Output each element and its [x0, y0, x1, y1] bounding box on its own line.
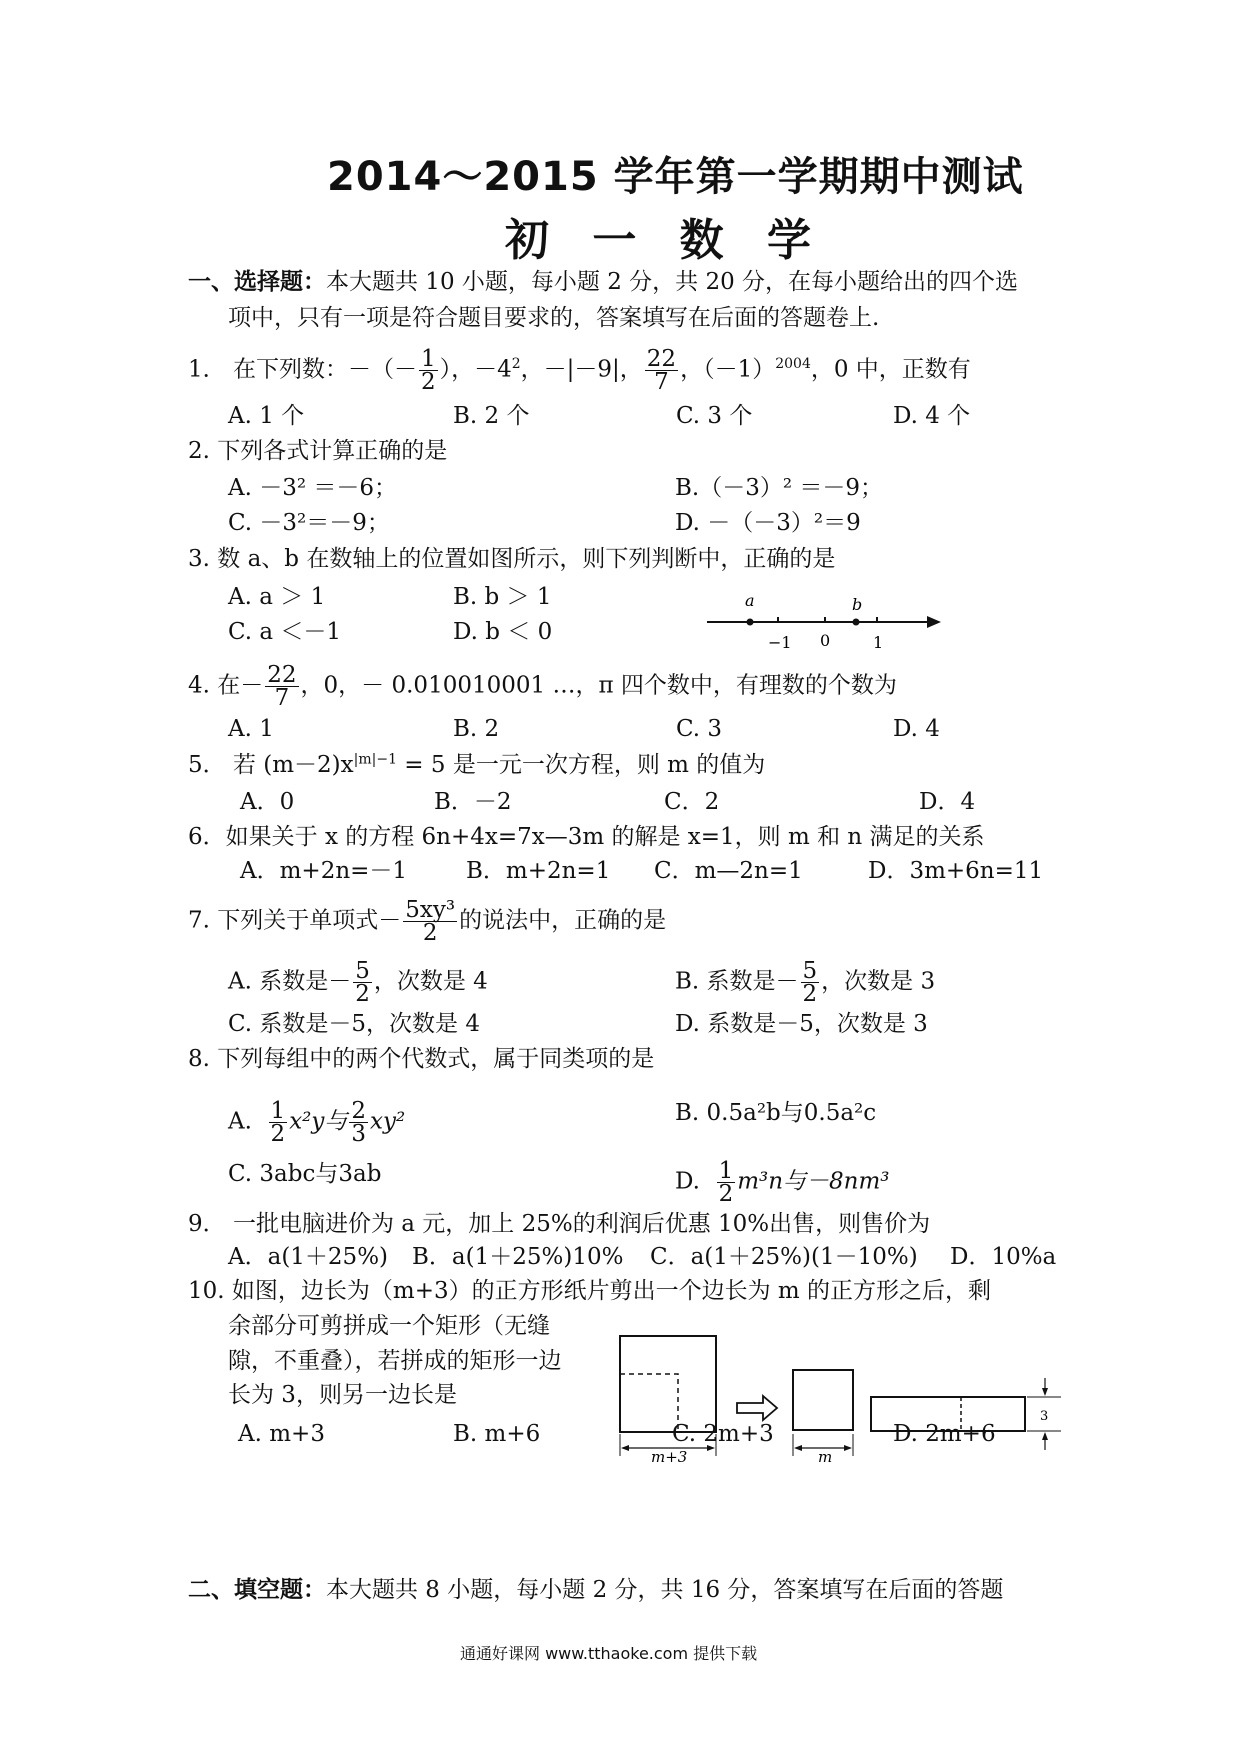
- big-square: [620, 1336, 716, 1432]
- question-3-option-c: C. a ＜－1: [228, 619, 342, 645]
- small-square: [793, 1370, 853, 1430]
- question-8-option-c: C. 3abc与3ab: [228, 1161, 382, 1187]
- fraction: $\frac{5}{2}$: [802, 958, 818, 1007]
- tick-label-0: 0: [820, 631, 831, 650]
- question-8-option-d: D. $\frac{1}{2}$ m³n与－8nm³: [675, 1158, 890, 1207]
- question-9-stem: 9． 一批电脑进价为 a 元，加上 25%的利润后优惠 10%出售，则售价为: [188, 1211, 931, 1237]
- question-6-option-c: C．m—2n=1: [654, 858, 803, 884]
- question-2-option-a: A. －3² ＝－6；: [228, 475, 398, 501]
- question-4-option-d: D. 4: [893, 716, 940, 742]
- question-10-line4: 长为 3，则另一边长是: [228, 1382, 457, 1408]
- question-5-option-d: D．4: [919, 789, 976, 815]
- question-10-option-b: B. m+6: [453, 1421, 541, 1447]
- question-6-option-a: A．m+2n=－1: [240, 858, 408, 884]
- question-5-option-b: B．－2: [434, 789, 512, 815]
- fraction: $\frac{22}{7}$: [646, 346, 677, 395]
- question-10-option-c: C. 2m+3: [672, 1421, 774, 1447]
- number-line-arrow: [927, 616, 941, 628]
- cut-line: [620, 1374, 678, 1432]
- question-4-option-a: A. 1: [228, 716, 274, 742]
- fraction: $\frac{1}{2}$: [718, 1158, 734, 1207]
- question-4-option-c: C. 3: [676, 716, 723, 742]
- question-1-option-d: D. 4 个: [893, 403, 971, 429]
- question-2-option-d: D. －（－3）²＝9: [675, 510, 861, 536]
- fraction: $\frac{\text{5xy³}}{2}$: [405, 897, 456, 946]
- question-7-option-a: A. 系数是－ $\frac{5}{2}$ ，次数是 4: [228, 958, 488, 1007]
- question-9-option-a: A．a(1＋25%): [228, 1244, 389, 1270]
- section2-intro: 二、填空题：本大题共 8 小题，每小题 2 分，共 16 分，答案填写在后面的答题: [188, 1576, 1004, 1603]
- question-6-option-b: B．m+2n=1: [466, 858, 611, 884]
- question-1-option-a: A. 1 个: [228, 403, 305, 429]
- section1-heading: 一、选择题：: [188, 268, 326, 295]
- page-title: 2014～2015 学年第一学期期中测试: [327, 154, 1024, 200]
- section1-intro-line1: 一、选择题：本大题共 10 小题，每小题 2 分，共 20 分，在每小题给出的四个选: [188, 268, 1019, 295]
- question-3-option-a: A. a ＞ 1: [228, 584, 326, 610]
- question-7-stem: 7. 下列关于单项式－ $\frac{\text{5xy³}}{2}$ 的说法中，正确的是: [188, 897, 667, 946]
- question-4-option-b: B. 2: [453, 716, 500, 742]
- question-9-option-d: D．10%a: [950, 1244, 1057, 1270]
- question-1-option-c: C. 3 个: [676, 403, 753, 429]
- footer-text: 通通好课网 www.tthaoke.com 提供下载: [460, 1644, 758, 1663]
- fraction: $\frac{22}{7}$: [267, 662, 297, 711]
- question-6-stem: 6．如果关于 x 的方程 6n+4x=7x—3m 的解是 x=1，则 m 和 n 满足的关系: [188, 824, 985, 850]
- label-b: b: [852, 595, 863, 614]
- question-4-stem: 4. 在－ $\frac{22}{7}$ ，0，－ 0.010010001 …，π 四个数中，有理数的个数为: [188, 662, 897, 711]
- fraction: $\frac{1}{2}$: [270, 1098, 286, 1147]
- question-3-option-b: B. b ＞ 1: [453, 584, 552, 610]
- question-10-option-a: A. m+3: [238, 1421, 325, 1447]
- number-line-figure: [705, 590, 945, 660]
- question-5-option-a: A．0: [240, 789, 295, 815]
- question-2-option-c: C. －3²＝－9；: [228, 510, 390, 536]
- question-7-option-d: D. 系数是－5，次数是 3: [675, 1011, 928, 1037]
- label-3: 3: [1040, 1409, 1049, 1424]
- label-m: m: [818, 1448, 833, 1466]
- question-8-stem: 8. 下列每组中的两个代数式，属于同类项的是: [188, 1046, 655, 1072]
- section1-intro-line2: 项中，只有一项是符合题目要求的，答案填写在后面的答题卷上.: [228, 305, 880, 331]
- question-5-option-c: C．2: [664, 789, 720, 815]
- tick-label-minus1: −1: [768, 633, 792, 652]
- section2-heading: 二、填空题：: [188, 1576, 326, 1603]
- question-10-line1: 10. 如图，边长为（m+3）的正方形纸片剪出一个边长为 m 的正方形之后，剩: [188, 1278, 992, 1304]
- question-9-option-c: C．a(1＋25%)(1－10%): [650, 1244, 918, 1270]
- fraction: $\frac{5}{2}$: [355, 958, 370, 1007]
- label-m-plus-3: m+3: [651, 1448, 688, 1466]
- question-1-option-b: B. 2 个: [453, 403, 530, 429]
- label-a: a: [745, 591, 755, 610]
- page-subtitle: 初 一 数 学: [505, 215, 825, 266]
- point-b: [853, 619, 860, 626]
- question-1-stem: 1． 在下列数：－（－ $\frac{1}{2}$ ），$-4^2$，－|－9|， $\frac{22}{7}$ ，$(-1)^{2004}$，0 中，正数有: [188, 346, 971, 395]
- tick-label-1: 1: [873, 633, 884, 652]
- question-10-line2: 余部分可剪拼成一个矩形（无缝: [228, 1313, 550, 1339]
- question-10-line3: 隙，不重叠），若拼成的矩形一边: [228, 1348, 562, 1374]
- question-6-option-d: D．3m+6n=11: [868, 858, 1044, 884]
- question-2-option-b: B.（－3）² ＝－9；: [675, 475, 884, 501]
- question-9-option-b: B．a(1＋25%)10%: [412, 1244, 624, 1270]
- result-rectangle: [871, 1397, 1025, 1431]
- square-cut-figure: [615, 1330, 1065, 1465]
- question-8-option-a: A. $\frac{1}{2}$ x²y与 $\frac{2}{3}$ xy²: [228, 1098, 406, 1147]
- question-8-option-b: B. 0.5a²b与0.5a²c: [675, 1100, 877, 1126]
- fraction: $\frac{2}{3}$: [351, 1098, 367, 1147]
- question-10-option-d: D. 2m+6: [893, 1421, 996, 1447]
- question-7-option-b: B. 系数是－ $\frac{5}{2}$ ，次数是 3: [675, 958, 936, 1007]
- point-a: [747, 619, 754, 626]
- fraction: $\frac{1}{2}$: [420, 346, 436, 395]
- arrow-icon: [737, 1396, 777, 1420]
- question-7-option-c: C. 系数是－5，次数是 4: [228, 1011, 480, 1037]
- question-3-option-d: D. b ＜ 0: [453, 619, 553, 645]
- question-3-stem: 3. 数 a、b 在数轴上的位置如图所示，则下列判断中，正确的是: [188, 546, 836, 572]
- question-5-stem: 5． 若 $(m-2)x^{|m|-1} = 5$ 是一元一次方程，则 m 的值为: [188, 751, 766, 778]
- question-2-stem: 2. 下列各式计算正确的是: [188, 438, 448, 464]
